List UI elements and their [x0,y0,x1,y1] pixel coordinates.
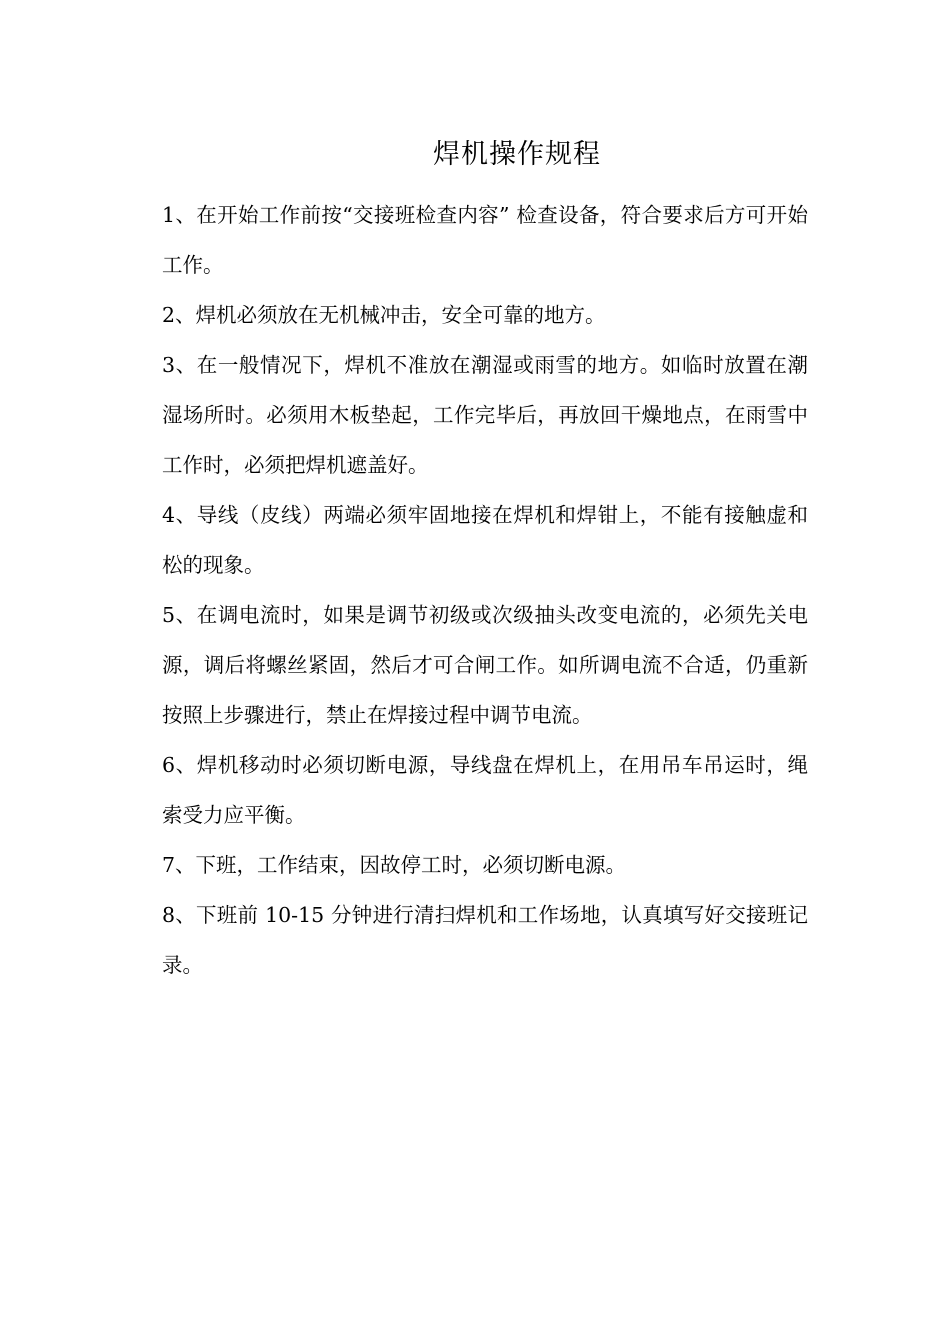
rule-paragraph-7: 7、下班，工作结束，因故停工时，必须切断电源。 [162,853,627,877]
rule-paragraph-5: 5、在调电流时，如果是调节初级或次级抽头改变电流的，必须先关电源，调后将螺丝紧固，然后才可合闸工作。如所调电流不合适，仍重新按照上步骤进行，禁止在焊接过程中调节电流。 [162,603,808,727]
rule-paragraph-3: 3、在一般情况下，焊机不准放在潮湿或雨雪的地方。如临时放置在潮湿场所时。必须用木板垫起，工作完毕后，再放回干燥地点，在雨雪中工作时，必须把焊机遮盖好。 [162,353,808,477]
rule-paragraph-6: 6、焊机移动时必须切断电源，导线盘在焊机上，在用吊车吊运时，绳索受力应平衡。 [162,753,808,827]
document-title: 焊机操作规程 [433,139,601,170]
rule-paragraph-2: 2、焊机必须放在无机械冲击，安全可靠的地方。 [162,303,606,327]
document-body [162,190,808,990]
rule-paragraph-4: 4、导线（皮线）两端必须牢固地接在焊机和焊钳上，不能有接触虚和松的现象。 [162,503,808,577]
rule-paragraph-1: 1、在开始工作前按“交接班检查内容” 检查设备，符合要求后方可开始工作。 [162,203,808,277]
rule-paragraph-8: 8、下班前 10-15 分钟进行清扫焊机和工作场地，认真填写好交接班记录。 [162,903,808,977]
